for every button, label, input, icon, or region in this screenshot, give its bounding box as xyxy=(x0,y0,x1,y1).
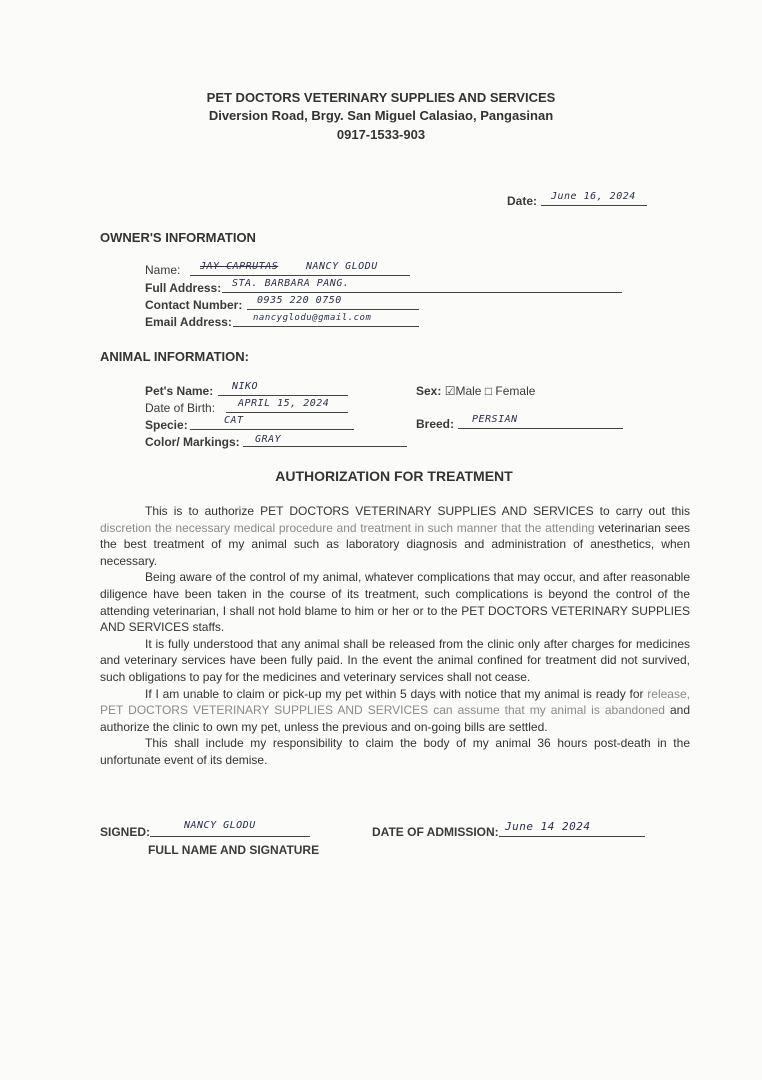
sex-male-checkbox[interactable]: ☑ xyxy=(444,384,456,398)
pet-name-label: Pet's Name: xyxy=(145,384,214,398)
paragraph-3: It is fully understood that any animal shall be released from the clinic only after charges for medicines and veterinary services have been fully paid. In the event the animal confined for treatment did not survived, such obligations to pay for the medicines and veterinary services shall not cease. xyxy=(100,636,690,684)
authorization-title: AUTHORIZATION FOR TREATMENT xyxy=(275,468,513,484)
business-name: PET DOCTORS VETERINARY SUPPLIES AND SERVICES xyxy=(206,90,556,105)
paragraph-4-line-b: release, PET DOCTORS VETERINARY SUPPLIES AND SERVICES can assume that my animal is abandoned xyxy=(100,686,690,718)
animal-section-title: ANIMAL INFORMATION: xyxy=(100,349,249,364)
owner-name-value: NANCY GLODU xyxy=(306,261,378,272)
owner-section-title: OWNER'S INFORMATION xyxy=(100,230,256,245)
dob-field[interactable] xyxy=(226,398,348,413)
owner-email-field[interactable] xyxy=(233,312,419,327)
owner-name-label: Name: xyxy=(145,263,181,277)
sex-female-checkbox[interactable]: □ xyxy=(484,384,493,398)
owner-name-struck: JAY CAPRUTAS xyxy=(200,261,279,272)
paragraph-4 xyxy=(100,686,690,736)
specie-value: CAT xyxy=(224,415,244,426)
paragraph-1-line-b: discretion the necessary medical procedure and treatment in such manner that the attending xyxy=(100,520,595,535)
admission-label: DATE OF ADMISSION: xyxy=(372,825,499,839)
signed-label: SIGNED: xyxy=(100,825,151,839)
owner-contact-field[interactable] xyxy=(247,295,419,310)
date-label: Date: xyxy=(507,194,538,208)
breed-label: Breed: xyxy=(416,417,455,431)
paragraph-2: Being aware of the control of my animal, whatever complications that may occur, and after reasonable diligence have been taken in the course of its treatment, such complications is beyond the control of the attending veterinarian, I shall not hold blame to him or her or to the PET DOCTORS VETERINARY SUPPLIES AND SERVICES staffs. xyxy=(100,570,690,635)
paragraph-1-line-c: veterinarian sees the best treatment of my animal such as laboratory diagnosis and administration of anesthetics, when necessary. xyxy=(100,520,690,568)
owner-contact-label: Contact Number: xyxy=(145,298,243,312)
dob-label: Date of Birth: xyxy=(145,401,216,415)
paragraph-5: This shall include my responsibility to claim the body of my animal 36 hours post-death in the unfortunate event of its demise. xyxy=(100,736,690,767)
admission-value: June 14 2024 xyxy=(505,820,591,833)
specie-field[interactable] xyxy=(190,415,354,430)
color-value: GRAY xyxy=(255,434,282,445)
paragraph-1 xyxy=(100,503,690,569)
owner-email-label: Email Address: xyxy=(145,315,232,329)
pet-name-field[interactable] xyxy=(218,381,348,396)
owner-address-value: STA. BARBARA PANG. xyxy=(232,278,350,289)
owner-address-field[interactable] xyxy=(222,278,622,293)
sex-female-label: Female xyxy=(495,384,536,398)
pet-name-value: NIKO xyxy=(232,381,259,392)
sex-male-label: Male xyxy=(455,384,482,398)
admission-field[interactable] xyxy=(499,822,645,837)
breed-field[interactable] xyxy=(458,414,623,429)
signature-value: NANCY GLODU xyxy=(184,820,256,831)
paragraph-4-line-a: If I am unable to claim or pick-up my pet within 5 days with notice that my animal is ready for xyxy=(145,686,644,701)
authorization-body xyxy=(100,503,690,769)
signature-field[interactable] xyxy=(150,822,310,837)
business-phone: 0917-1533-903 xyxy=(336,127,426,142)
paragraph-4-line-c: and authorize the clinic to own my pet, unless the previous and on-going bills are settled. xyxy=(100,703,690,734)
specie-label: Specie: xyxy=(145,418,188,432)
signature-caption: FULL NAME AND SIGNATURE xyxy=(148,843,320,857)
date-value: June 16, 2024 xyxy=(551,191,636,202)
owner-contact-value: 0935 220 0750 xyxy=(257,295,342,306)
paragraph-1-line-a: This is to authorize PET DOCTORS VETERINARY SUPPLIES AND SERVICES to carry out this xyxy=(145,504,690,518)
date-field[interactable] xyxy=(541,191,647,206)
sex-row xyxy=(416,384,535,398)
owner-name-field[interactable] xyxy=(190,261,410,276)
color-field[interactable] xyxy=(243,432,407,447)
color-label: Color/ Markings: xyxy=(145,435,240,449)
owner-address-label: Full Address: xyxy=(145,281,222,295)
business-address: Diversion Road, Brgy. San Miguel Calasiao, Pangasinan xyxy=(208,108,554,123)
owner-email-value: nancyglodu@gmail.com xyxy=(253,313,372,323)
dob-value: APRIL 15, 2024 xyxy=(238,398,330,409)
sex-label: Sex: xyxy=(416,384,442,398)
breed-value: PERSIAN xyxy=(472,414,518,425)
